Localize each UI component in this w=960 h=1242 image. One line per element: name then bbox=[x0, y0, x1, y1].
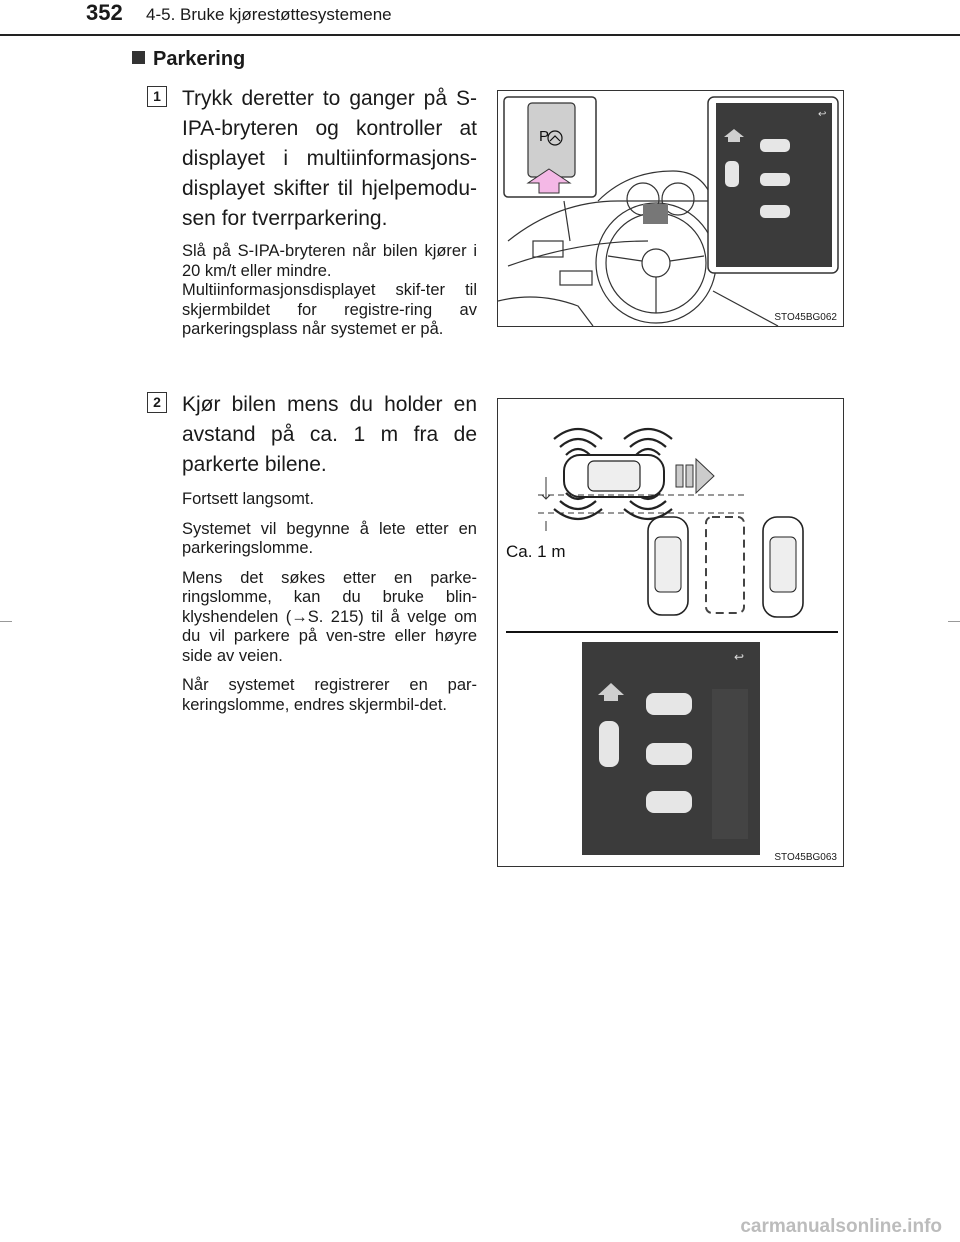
figure-dashboard bbox=[497, 90, 844, 327]
step-2-note-4: Når systemet registrerer en par-keringslomme, endres skjermbil-det. bbox=[182, 676, 477, 714]
chapter-title: 4-5. Bruke kjørestøttesystemene bbox=[146, 5, 392, 24]
step-2-instruction: Kjør bilen mens du holder en avstand på ca. 1 m fra de parkerte bilene. bbox=[182, 393, 477, 476]
header-rule bbox=[0, 34, 960, 36]
step-2-note-1: Fortsett langsomt. bbox=[182, 490, 315, 508]
step-2-badge: 2 bbox=[147, 392, 167, 413]
crop-mark-left bbox=[0, 621, 12, 622]
crop-mark-right bbox=[948, 621, 960, 622]
step-2-note-2: Systemet vil begynne å lete etter en parkeringslomme. bbox=[182, 519, 477, 557]
watermark: carmanualsonline.info bbox=[740, 1216, 942, 1237]
step-1-note-1: Slå på S-IPA-bryteren når bilen kjører i 20 km/t eller mindre. bbox=[182, 242, 477, 280]
svg-text:↩: ↩ bbox=[734, 650, 745, 664]
step-1-note-2: Multiinformasjonsdisplayet skif-ter til skjermbildet for registre-ring av parkeringsplass når systemet er på. bbox=[182, 281, 477, 338]
figure-code: STO45BG063 bbox=[774, 852, 837, 863]
parking-pocket bbox=[706, 517, 744, 613]
step-2-note-3: Mens det søkes etter en parke-ringslomme, kan du bruke blin-klyshendelen (→S. 215) til å velge om du vil parkere på ven-stre eller høyre side av veien. bbox=[182, 568, 477, 665]
square-bullet-icon bbox=[132, 51, 145, 64]
figure-code: STO45BG062 bbox=[774, 312, 837, 323]
page-number: 352 bbox=[86, 0, 123, 25]
step-2-details bbox=[182, 490, 477, 725]
section-title: Parkering bbox=[153, 48, 246, 70]
section-heading bbox=[132, 48, 245, 71]
step-1-badge: 1 bbox=[147, 86, 167, 107]
dashboard-illustration bbox=[498, 91, 843, 326]
step-1-instruction: Trykk deretter to ganger på S-IPA-bryteren og kontroller at displayet i multiinformasjons-displayet skifter til hjelpemodu-sen for tverrparkering. bbox=[182, 87, 477, 230]
svg-text:↩: ↩ bbox=[818, 109, 827, 120]
switch-label: P bbox=[539, 128, 550, 145]
distance-label: Ca. 1 m bbox=[506, 542, 566, 561]
parking-search-illustration bbox=[498, 399, 843, 866]
step-1-details bbox=[182, 242, 477, 350]
figure-parking-search bbox=[497, 398, 844, 867]
